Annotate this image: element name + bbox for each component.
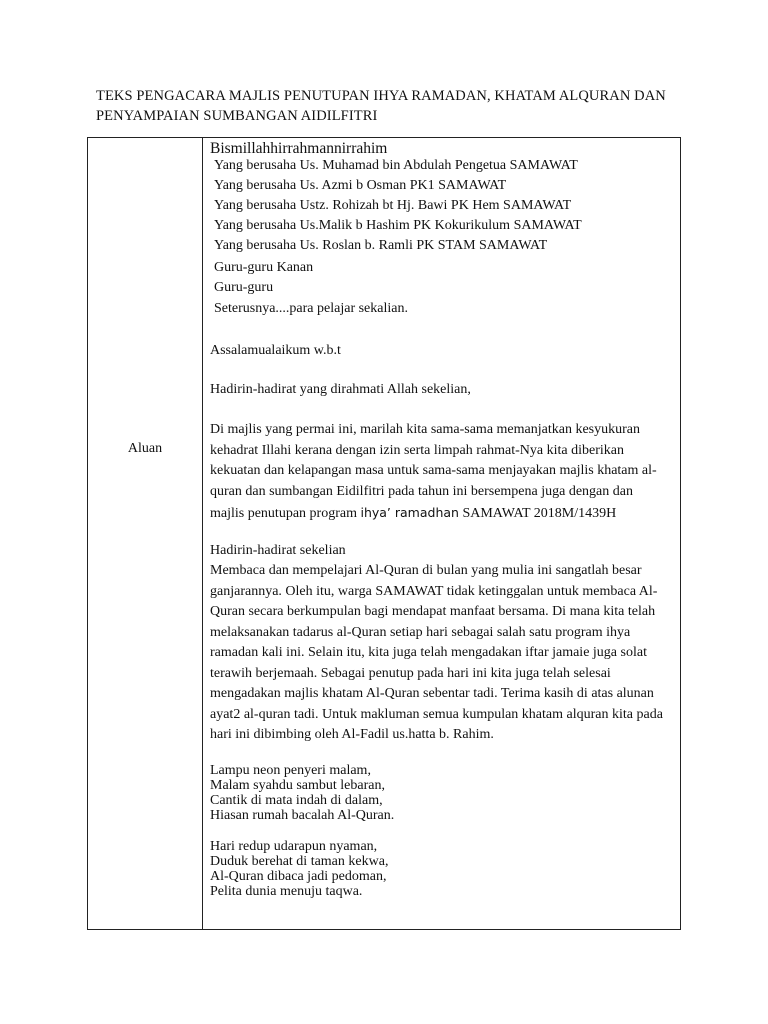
salutation-line: Yang berusaha Us.Malik b Hashim PK Kokurikulum SAMAWAT <box>214 218 582 233</box>
paragraph-line: ayat2 al-quran tadi. Untuk makluman semua kumpulan khatam alquran kita pada <box>210 707 663 722</box>
paragraph-text: SAMAWAT 2018M/1439H <box>458 506 617 521</box>
title-line-2: PENYAMPAIAN SUMBANGAN AIDILFITRI <box>96 108 378 124</box>
paragraph-line: melaksanakan tadarus al-Quran setiap hari sebagai salah satu program ihya <box>210 625 631 640</box>
salutation-line: Yang berusaha Ustz. Rohizah bt Hj. Bawi PK Hem SAMAWAT <box>214 198 572 213</box>
salutation-line: Yang berusaha Us. Azmi b Osman PK1 SAMAWAT <box>214 178 507 193</box>
paragraph-line <box>210 505 616 522</box>
salutation-line: Guru-guru <box>214 280 274 295</box>
pantun-line: Malam syahdu sambut lebaran, <box>210 778 385 793</box>
paragraph-line: Di majlis yang permai ini, marilah kita sama-sama memanjatkan kesyukuran <box>210 422 640 437</box>
paragraph-line: ganjarannya. Oleh itu, warga SAMAWAT tidak ketinggalan untuk membaca Al- <box>210 584 658 599</box>
title-line-1: TEKS PENGACARA MAJLIS PENUTUPAN IHYA RAMADAN, KHATAM ALQURAN DAN <box>96 88 666 104</box>
paragraph-line: quran dan sumbangan Eidilfitri pada tahun ini bersempena juga dengan dan <box>210 484 633 499</box>
pantun-line: Hari redup udarapun nyaman, <box>210 839 378 854</box>
column-divider <box>202 138 203 929</box>
pantun-line: Hiasan rumah bacalah Al-Quran. <box>210 808 395 823</box>
script-table <box>87 137 681 930</box>
salutation-line: Yang berusaha Us. Roslan b. Ramli PK STAM SAMAWAT <box>214 238 548 253</box>
paragraph-line: terawih berjemaah. Sebagai penutup pada hari ini kita juga telah selesai <box>210 666 611 681</box>
paragraph-text: majlis penutupan program <box>210 506 361 521</box>
salutation-line: Yang berusaha Us. Muhamad bin Abdulah Pengetua SAMAWAT <box>214 158 578 173</box>
salutation-line: Seterusnya....para pelajar sekalian. <box>214 301 408 316</box>
paragraph-line: Membaca dan mempelajari Al-Quran di bulan yang mulia ini sangatlah besar <box>210 563 642 578</box>
pantun-line: Lampu neon penyeri malam, <box>210 763 371 778</box>
document-title <box>96 86 696 126</box>
pantun-line: Al-Quran dibaca jadi pedoman, <box>210 869 387 884</box>
greeting: Assalamualaikum w.b.t <box>210 343 341 358</box>
bismillah-heading: Bismillahhirrahmannirrahim <box>210 140 388 157</box>
program-name: ihya’ ramadhan <box>360 505 459 520</box>
paragraph-line: kehadrat Illahi kerana dengan izin serta limpah rahmat-Nya kita diberikan <box>210 443 624 458</box>
paragraph-line: kekuatan dan kelapangan masa untuk sama-sama menjayakan majlis khatam al- <box>210 463 657 478</box>
salutation-line: Guru-guru Kanan <box>214 260 314 275</box>
label-cell <box>88 138 202 929</box>
pantun-line: Pelita dunia menuju taqwa. <box>210 884 363 899</box>
pantun-line: Cantik di mata indah di dalam, <box>210 793 383 808</box>
paragraph-line: Quran secara berkumpulan bagi mendapat manfaat bersama. Di mana kita telah <box>210 604 656 619</box>
paragraph-line: hari ini dibimbing oleh Al-Fadil us.hatta b. Rahim. <box>210 727 494 742</box>
pantun-line: Duduk berehat di taman kekwa, <box>210 854 389 869</box>
address-line: Hadirin-hadirat sekelian <box>210 543 346 558</box>
section-label: Aluan <box>127 441 163 456</box>
address-line: Hadirin-hadirat yang dirahmati Allah sekelian, <box>210 382 471 397</box>
paragraph-line: mengadakan majlis khatam Al-Quran sebentar tadi. Terima kasih di atas alunan <box>210 686 654 701</box>
paragraph-line: ramadan kali ini. Selain itu, kita juga telah mengadakan iftar jamaie juga solat <box>210 645 647 660</box>
